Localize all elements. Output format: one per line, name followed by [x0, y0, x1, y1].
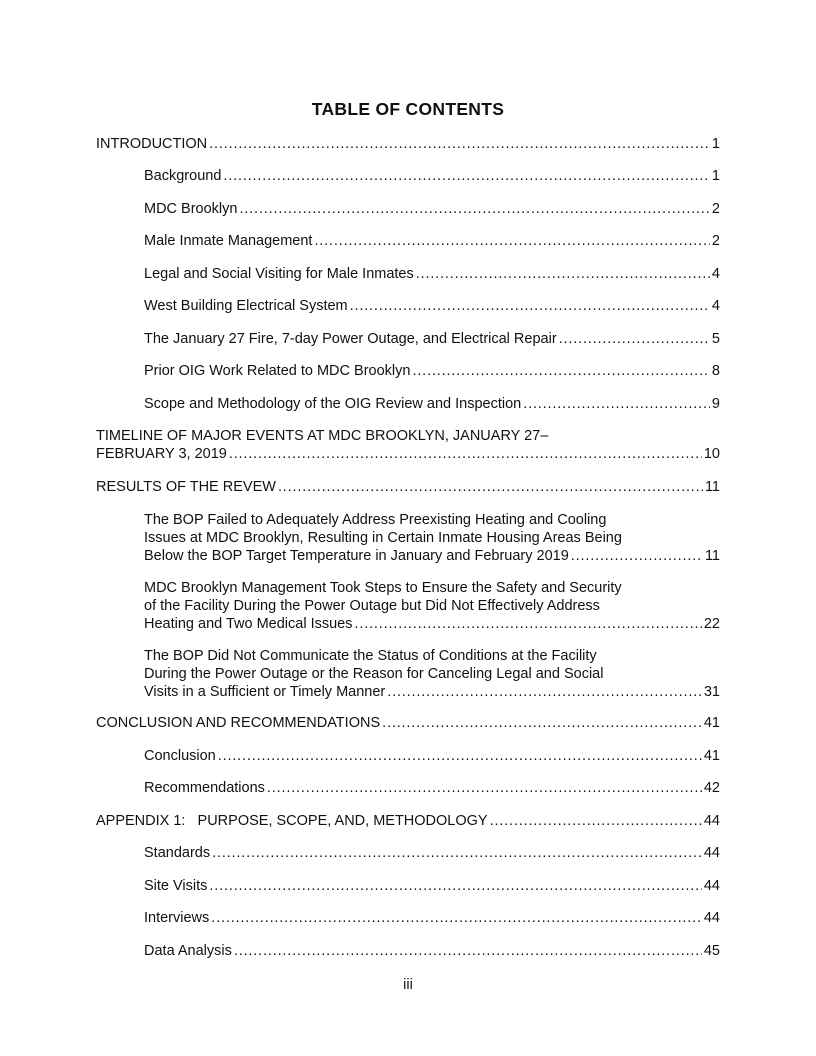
- toc-entry-label: Visits in a Sufficient or Timely Manner: [144, 684, 386, 700]
- toc-entry-results-of-review[interactable]: [96, 478, 720, 496]
- dot-leader: [571, 547, 703, 565]
- toc-page-number: 10: [703, 446, 720, 462]
- toc-entry-recommendations[interactable]: [144, 779, 720, 797]
- toc-page-number: 44: [703, 910, 720, 926]
- toc-entry-label-line: The BOP Failed to Adequately Address Preexisting Heating and Cooling: [144, 512, 607, 528]
- dot-leader: [229, 445, 702, 463]
- toc-entry-label: Standards: [144, 845, 211, 861]
- dot-leader: [355, 615, 702, 633]
- toc-entry-label: APPENDIX 1: PURPOSE, SCOPE, AND, METHODOLOGY: [96, 813, 488, 829]
- toc-entry-background[interactable]: [144, 167, 720, 185]
- toc-entry-appendix-1[interactable]: [96, 812, 720, 830]
- toc-entry-label-line: During the Power Outage or the Reason for Canceling Legal and Social: [144, 666, 604, 682]
- toc-entry-standards[interactable]: [144, 844, 720, 862]
- toc-entry-mdc-brooklyn[interactable]: [144, 200, 720, 218]
- toc-entry-label: Data Analysis: [144, 943, 232, 959]
- dot-leader: [490, 812, 702, 830]
- toc-entry-label: MDC Brooklyn: [144, 201, 238, 217]
- toc-page-number: 41: [703, 715, 720, 731]
- toc-entry-legal-social-visiting[interactable]: [144, 265, 720, 283]
- toc-entry-label: FEBRUARY 3, 2019: [96, 446, 227, 462]
- toc-page-number: 8: [711, 363, 720, 379]
- dot-leader: [387, 683, 702, 701]
- dot-leader: [382, 714, 702, 732]
- toc-page-number: 9: [711, 396, 720, 412]
- toc-entry-data-analysis[interactable]: [144, 942, 720, 960]
- toc-entry-conclusion[interactable]: [144, 747, 720, 765]
- toc-page-number: 5: [711, 331, 720, 347]
- dot-leader: [523, 395, 710, 413]
- toc-entry-label: Background: [144, 168, 222, 184]
- toc-entry-label: Prior OIG Work Related to MDC Brooklyn: [144, 363, 411, 379]
- dot-leader: [223, 167, 710, 185]
- dot-leader: [278, 478, 703, 496]
- dot-leader: [314, 232, 709, 250]
- toc-page-number: 4: [711, 298, 720, 314]
- toc-page-number: 42: [703, 780, 720, 796]
- toc-entry-label: CONCLUSION AND RECOMMENDATIONS: [96, 715, 381, 731]
- toc-entry-mdc-management-steps[interactable]: [144, 579, 720, 633]
- toc-entry-label: Site Visits: [144, 878, 208, 894]
- toc-entry-label-line: of the Facility During the Power Outage but Did Not Effectively Address: [144, 598, 600, 614]
- toc-page-number: 44: [703, 813, 720, 829]
- toc-entry-label: Heating and Two Medical Issues: [144, 616, 353, 632]
- dot-leader: [239, 200, 709, 218]
- toc-entry-label-line: TIMELINE OF MAJOR EVENTS AT MDC BROOKLYN, JANUARY 27–: [96, 428, 549, 444]
- toc-entry-label: Interviews: [144, 910, 210, 926]
- toc-page-number: 11: [704, 548, 720, 564]
- toc-entry-label: West Building Electrical System: [144, 298, 348, 314]
- toc-page-number: 11: [704, 479, 720, 495]
- dot-leader: [412, 362, 709, 380]
- toc-page-number: 45: [703, 943, 720, 959]
- toc-entry-scope-methodology-review[interactable]: [144, 395, 720, 413]
- page-footer-number: iii: [403, 977, 413, 993]
- toc-entry-introduction[interactable]: [96, 135, 720, 153]
- toc-page-number: 44: [703, 845, 720, 861]
- toc-entry-label-line: The BOP Did Not Communicate the Status of Conditions at the Facility: [144, 648, 597, 664]
- toc-page-number: 1: [711, 168, 720, 184]
- toc-page-number: 22: [703, 616, 720, 632]
- toc-entry-male-inmate-management[interactable]: [144, 232, 720, 250]
- toc-title: TABLE OF CONTENTS: [311, 99, 505, 119]
- dot-leader: [267, 779, 702, 797]
- toc-page-number: 2: [711, 201, 720, 217]
- toc-page-number: 2: [711, 233, 720, 249]
- toc-entry-bop-did-not-communicate[interactable]: [144, 647, 720, 701]
- toc-page-number: 44: [703, 878, 720, 894]
- toc-entry-site-visits[interactable]: [144, 877, 720, 895]
- dot-leader: [416, 265, 710, 283]
- toc-entry-label: INTRODUCTION: [96, 136, 208, 152]
- toc-page-number: 41: [703, 748, 720, 764]
- toc-entry-bop-failed-heating[interactable]: [144, 511, 720, 565]
- dot-leader: [350, 297, 710, 315]
- toc-entry-label: Male Inmate Management: [144, 233, 313, 249]
- toc-entry-label: Legal and Social Visiting for Male Inmates: [144, 266, 414, 282]
- toc-entry-interviews[interactable]: [144, 909, 720, 927]
- toc-entry-conclusion-recommendations[interactable]: [96, 714, 720, 732]
- toc-entry-west-building-electrical[interactable]: [144, 297, 720, 315]
- toc-entry-label: The January 27 Fire, 7-day Power Outage, and Electrical Repair: [144, 331, 557, 347]
- toc-page-number: 1: [711, 136, 720, 152]
- dot-leader: [212, 844, 702, 862]
- toc-entry-label-line: MDC Brooklyn Management Took Steps to Ensure the Safety and Security: [144, 580, 622, 596]
- toc-entry-label: Below the BOP Target Temperature in January and February 2019: [144, 548, 569, 564]
- toc-page-number: 4: [711, 266, 720, 282]
- toc-entry-prior-oig-work[interactable]: [144, 362, 720, 380]
- toc-entry-label-line: Issues at MDC Brooklyn, Resulting in Certain Inmate Housing Areas Being: [144, 530, 622, 546]
- dot-leader: [209, 877, 701, 895]
- toc-entry-label: Conclusion: [144, 748, 216, 764]
- dot-leader: [211, 909, 702, 927]
- toc-page-number: 31: [703, 684, 720, 700]
- toc-entry-label: Recommendations: [144, 780, 265, 796]
- dot-leader: [209, 135, 710, 153]
- toc-entry-timeline[interactable]: [96, 427, 720, 463]
- dot-leader: [234, 942, 702, 960]
- toc-entry-label: Scope and Methodology of the OIG Review and Inspection: [144, 396, 522, 412]
- toc-entry-january-27-fire[interactable]: [144, 330, 720, 348]
- dot-leader: [559, 330, 710, 348]
- dot-leader: [218, 747, 702, 765]
- toc-entry-label: RESULTS OF THE REVEW: [96, 479, 276, 495]
